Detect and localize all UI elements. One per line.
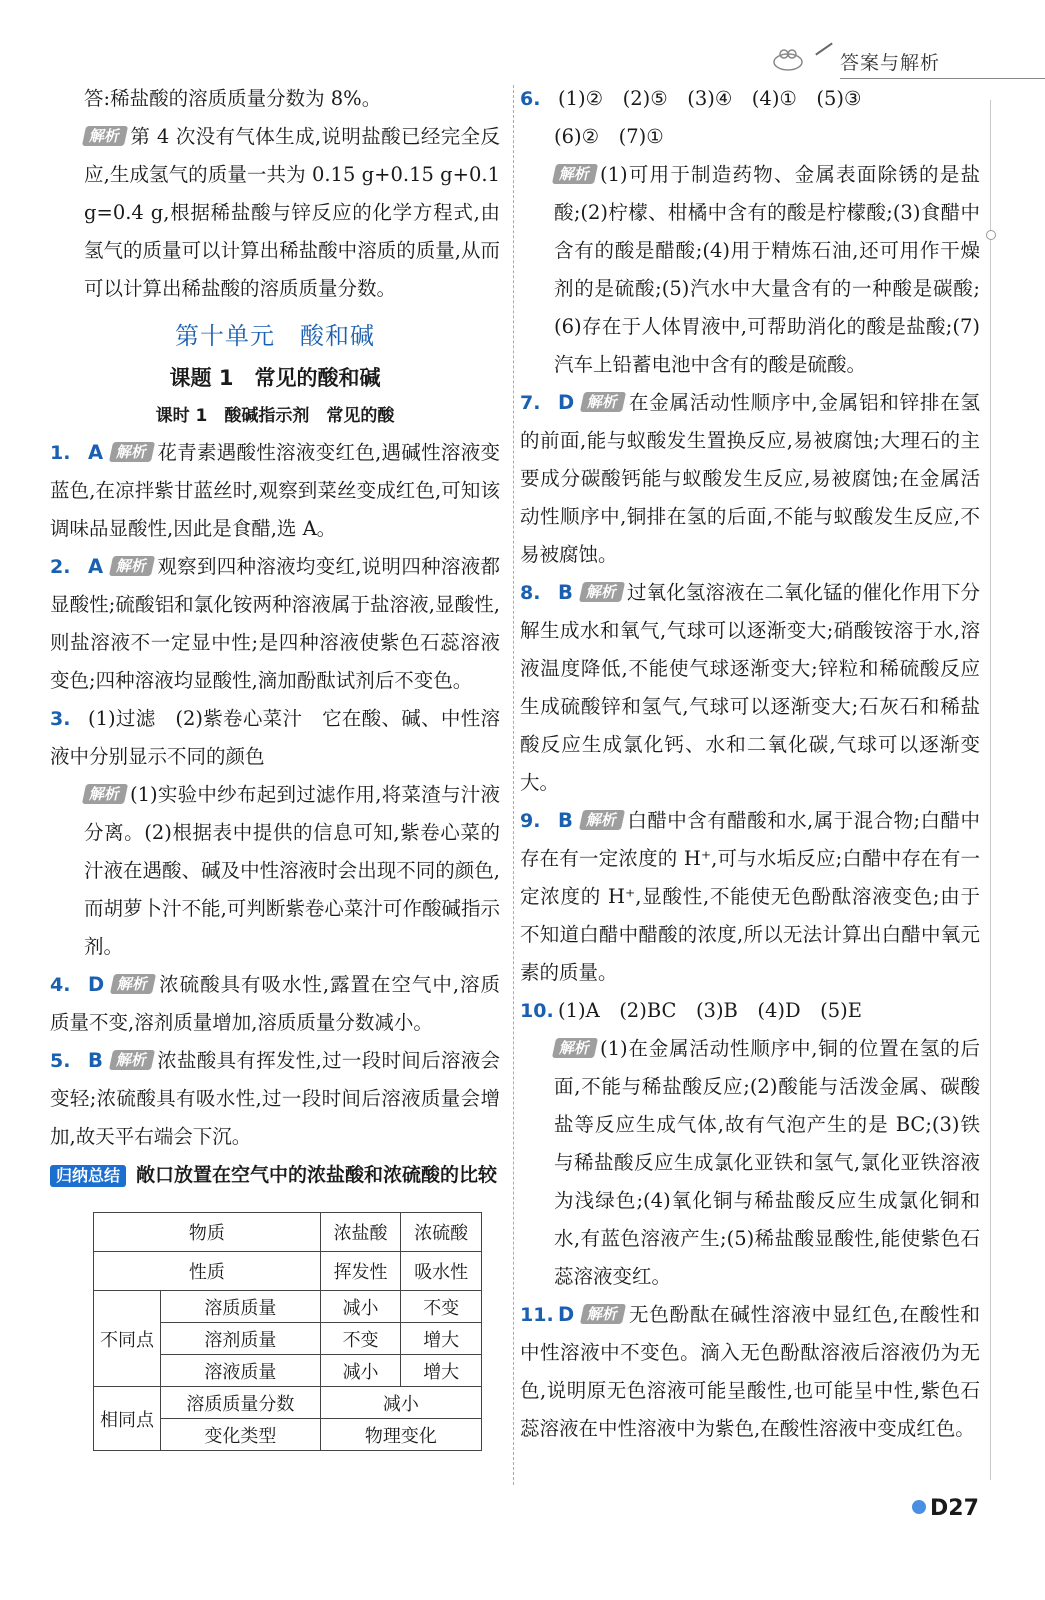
table-cell: 减小 — [320, 1291, 401, 1323]
question-9: 9. B 解析 白醋中含有醋酸和水,属于混合物;白醋中存在有一定浓度的 H⁺,可与水垢反应;白醋中存在有一定浓度的 H⁺,显酸性,不能使无色酚酞溶液变色;由于不知道白醋中醋酸的浓度,所以无法计算出白醋中氧元素的质量。 — [520, 809, 980, 984]
comparison-table — [93, 1212, 482, 1451]
table-header-substance: 物质 — [94, 1213, 321, 1252]
table-cell: 物理变化 — [320, 1419, 481, 1451]
question-3-answer: 3. (1)过滤 (2)紫卷心菜汁 它在酸、碱、中性溶液中分别显示不同的颜色 — [50, 707, 500, 768]
question-6-answer-line2: (6)② (7)① — [554, 125, 664, 148]
question-10-analysis: 解析 (1)在金属活动性顺序中,铜的位置在氢的后面,不能与稀盐酸反应;(2)酸能与活泼金属、碳酸盐等反应生成气体,故有气泡产生的是 BC;(3)铁与稀盐酸反应生成氯化亚铁和氢气,氯化亚铁溶液为浅绿色;(4)氧化铜与稀盐酸反应生成氯化铜和水,有蓝色溶液产生;(5)稀盐酸显酸性,能使紫色石蕊溶液变红。 — [520, 1030, 980, 1296]
table-cell: 不变 — [320, 1323, 401, 1355]
page-header — [770, 40, 1000, 80]
table-header-h2so4: 浓硫酸 — [401, 1213, 482, 1252]
analysis-tag: 解析 — [82, 126, 128, 146]
question-3-analysis: 解析 (1)实验中纱布起到过滤作用,将菜渣与汁液分离。(2)根据表中提供的信息可知,紫卷心菜的汁液在遇酸、碱及中性溶液时会出现不同的颜色,而胡萝卜汁不能,可判断紫卷心菜汁可作酸碱指示剂。 — [50, 776, 500, 966]
header-rule — [840, 78, 1045, 79]
table-cell: 溶质质量 — [161, 1291, 321, 1323]
table-cell: 减小 — [320, 1355, 401, 1387]
table-cell: 减小 — [320, 1387, 481, 1419]
table-cell: 增大 — [401, 1355, 482, 1387]
header-slash — [815, 42, 833, 55]
question-6-analysis: 解析 (1)可用于制造药物、金属表面除锈的是盐酸;(2)柠檬、柑橘中含有的酸是柠檬酸;(3)食醋中含有的酸是醋酸;(4)用于精炼石油,还可用作干燥剂的是硫酸;(5)汽水中大量含有的一种酸是碳酸;(6)存在于人体胃液中,可帮助消化的酸是盐酸;(7)汽车上铅蓄电池中含有的酸是硫酸。 — [520, 156, 980, 384]
table-cell: 增大 — [401, 1323, 482, 1355]
answer-line: 答:稀盐酸的溶质质量分数为 8%。 — [84, 87, 382, 110]
mascot-icon — [770, 46, 806, 72]
table-cell: 溶质质量分数 — [161, 1387, 321, 1419]
table-cell: 相同点 — [94, 1387, 161, 1451]
right-column — [520, 80, 980, 1448]
question-10-answer: 10. (1)A (2)BC (3)B (4)D (5)E — [520, 999, 863, 1022]
column-divider — [513, 85, 514, 1485]
header-title: 答案与解析 — [840, 52, 941, 74]
right-rail — [985, 100, 997, 1480]
unit-title: 第十单元 酸和碱 — [175, 322, 375, 350]
question-6-answer: 6. (1)② (2)⑤ (3)④ (4)① (5)③ — [520, 87, 862, 110]
table-cell: 不同点 — [94, 1291, 161, 1387]
question-2: 2. A 解析 观察到四种溶液均变红,说明四种溶液都显酸性;硫酸铝和氯化铵两种溶液属于盐溶液,显酸性,则盐溶液不一定显中性;是四种溶液使紫色石蕊溶液变色;四种溶液均显酸性,滴加酚酞试剂后不变色。 — [50, 555, 500, 692]
question-5: 5. B 解析 浓盐酸具有挥发性,过一段时间后溶液会变轻;浓硫酸具有吸水性,过一段时间后溶液质量会增加,故天平右端会下沉。 — [50, 1049, 500, 1148]
question-8: 8. B 解析 过氧化氢溶液在二氧化锰的催化作用下分解生成水和氧气,气球可以逐渐变大;硝酸铵溶于水,溶液温度降低,不能使气球逐渐变大;锌粒和稀硫酸反应生成硫酸锌和氢气,气球可以逐渐变大;石灰石和稀盐酸反应生成氯化钙、水和二氧化碳,气球可以逐渐变大。 — [520, 581, 980, 794]
analysis-paragraph: 解析 第 4 次没有气体生成,说明盐酸已经完全反应,生成氢气的质量一共为 0.15 g+0.15 g+0.1 g=0.4 g,根据稀盐酸与锌反应的化学方程式,由氢气的质量可以计算出稀盐酸中溶质的质量,从而可以计算出稀盐酸的溶质质量分数。 — [50, 118, 500, 308]
table-cell: 不变 — [401, 1291, 482, 1323]
table-cell: 溶液质量 — [161, 1355, 321, 1387]
table-cell: 挥发性 — [320, 1252, 401, 1291]
table-cell: 变化类型 — [161, 1419, 321, 1451]
table-cell: 溶剂质量 — [161, 1323, 321, 1355]
question-11: 11. D 解析 无色酚酞在碱性溶液中显红色,在酸性和中性溶液中不变色。滴入无色酚酞溶液后溶液仍为无色,说明原无色溶液可能呈酸性,也可能呈中性,紫色石蕊溶液在中性溶液中为紫色,在酸性溶液中变成红色。 — [520, 1303, 980, 1440]
page-number: D27 — [912, 1496, 979, 1521]
table-header-hcl: 浓盐酸 — [320, 1213, 401, 1252]
table-cell: 吸水性 — [401, 1252, 482, 1291]
period-title: 课时 1 酸碱指示剂 常见的酸 — [155, 406, 395, 426]
question-7: 7. D 解析 在金属活动性顺序中,金属铝和锌排在氢的前面,能与蚁酸发生置换反应,易被腐蚀;大理石的主要成分碳酸钙能与蚁酸发生反应,易被腐蚀;在金属活动性顺序中,铜排在氢的后面,不能与蚁酸发生反应,不易被腐蚀。 — [520, 391, 980, 566]
lesson-title: 课题 1 常见的酸和碱 — [169, 366, 381, 390]
summary-tag: 归纳总结 — [50, 1165, 126, 1187]
summary-heading: 归纳总结 敞口放置在空气中的浓盐酸和浓硫酸的比较 — [50, 1156, 500, 1194]
question-4: 4. D 解析 浓硫酸具有吸水性,露置在空气中,溶质质量不变,溶剂质量增加,溶质质量分数减小。 — [50, 973, 500, 1034]
table-cell: 性质 — [94, 1252, 321, 1291]
question-1: 1. A 解析 花青素遇酸性溶液变红色,遇碱性溶液变蓝色,在凉拌紫甘蓝丝时,观察到菜丝变成红色,可知该调味品显酸性,因此是食醋,选 A。 — [50, 441, 500, 540]
left-column — [50, 80, 500, 1194]
page-dot-icon — [912, 1500, 926, 1514]
